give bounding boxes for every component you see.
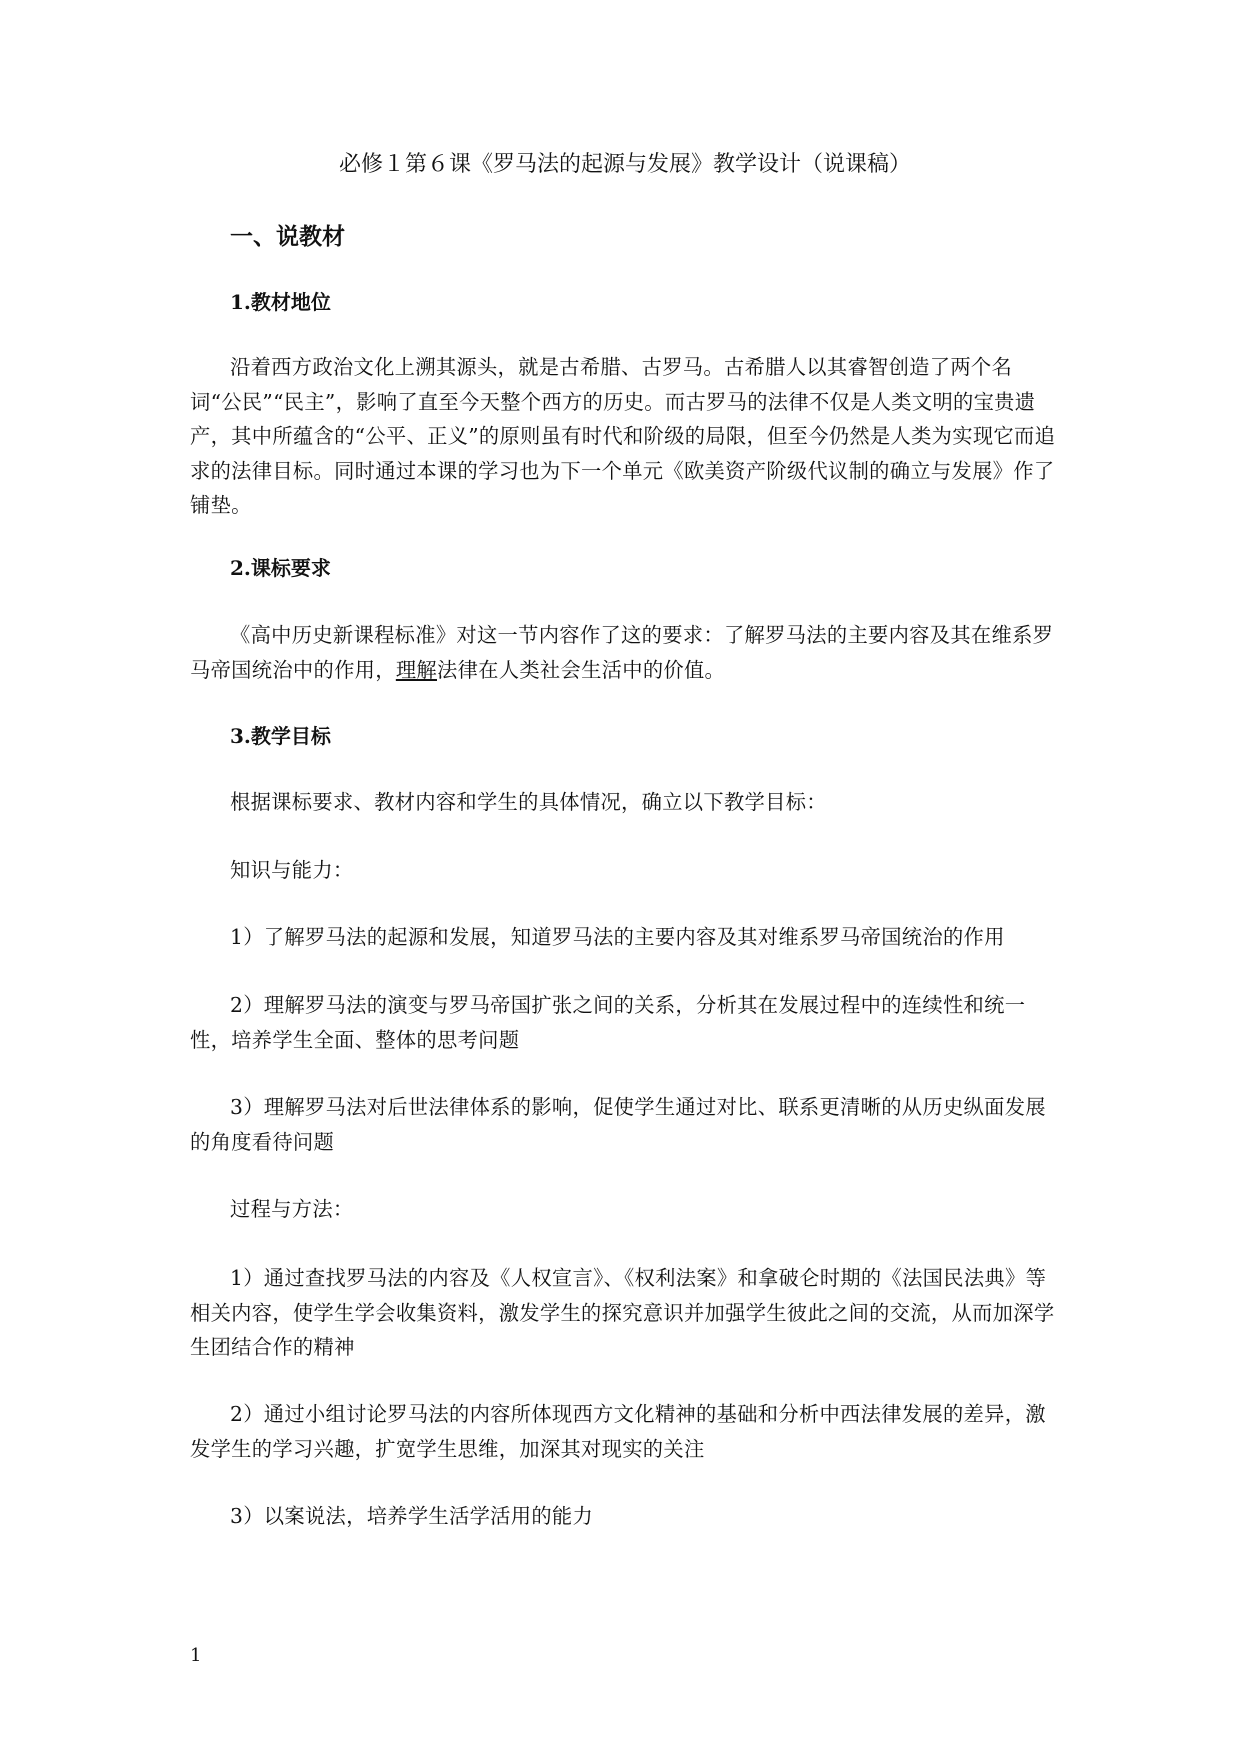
page-number: 1 [190,1645,202,1666]
standard-underlined-word: 理解 [395,657,437,682]
goal-method-1: 1）通过查找罗马法的内容及《人权宣言》、《权利法案》和拿破仑时期的《法国民法典》等相关内容，使学生学会收集资料，激发学生的探究意识并加强学生彼此之间的交流，从而加深学生团结合作的精神 [190,1266,1055,1359]
subheading-curriculum-standard: 2.课标要求 [230,556,331,580]
paragraph-goal-intro: 根据课标要求、教材内容和学生的具体情况，确立以下教学目标： [230,790,827,814]
paragraph-textbook-position: 沿着西方政治文化上溯其源头，就是古希腊、古罗马。古希腊人以其睿智创造了两个名词“公民”“民主”，影响了直至今天整个西方的历史。而古罗马的法律不仅是人类文明的宝贵遗产，其中所蕴含的“公平、正义”的原则虽有时代和阶级的局限，但至今仍然是人类为实现它而追求的法律目标。同时通过本课的学习也为下一个单元《欧美资产阶级代议制的确立与发展》作了铺垫。 [190,355,1056,517]
standard-text-after: 法律在人类社会生活中的价值。 [437,657,726,682]
subheading-textbook-position: 1.教材地位 [230,290,331,314]
section-heading-textbook: 一、说教材 [230,223,345,250]
label-process-method: 过程与方法： [230,1197,354,1221]
subheading-teaching-goals: 3.教学目标 [230,724,331,748]
goal-method-2: 2）通过小组讨论罗马法的内容所体现西方文化精神的基础和分析中西法律发展的差异，激发学生的学习兴趣，扩宽学生思维，加深其对现实的关注 [190,1402,1046,1461]
paragraph-curriculum-standard [190,618,1060,687]
document-title: 必修１第６课《罗马法的起源与发展》教学设计（说课稿） [338,152,911,177]
standard-text-before: 《高中历史新课程标准》对这一节内容作了这的要求：了解罗马法的主要内容及其在维系罗马帝国统治中的作用， [190,623,1054,682]
goal-knowledge-1: 1）了解罗马法的起源和发展，知道罗马法的主要内容及其对维系罗马帝国统治的作用 [230,925,1005,949]
label-knowledge-ability: 知识与能力： [230,858,354,882]
goal-knowledge-3: 3）理解罗马法对后世法律体系的影响，促使学生通过对比、联系更清晰的从历史纵面发展的角度看待问题 [190,1095,1046,1154]
goal-knowledge-2: 2）理解罗马法的演变与罗马帝国扩张之间的关系，分析其在发展过程中的连续性和统一性，培养学生全面、整体的思考问题 [190,993,1026,1052]
goal-method-3: 3）以案说法，培养学生活学活用的能力 [230,1504,594,1528]
